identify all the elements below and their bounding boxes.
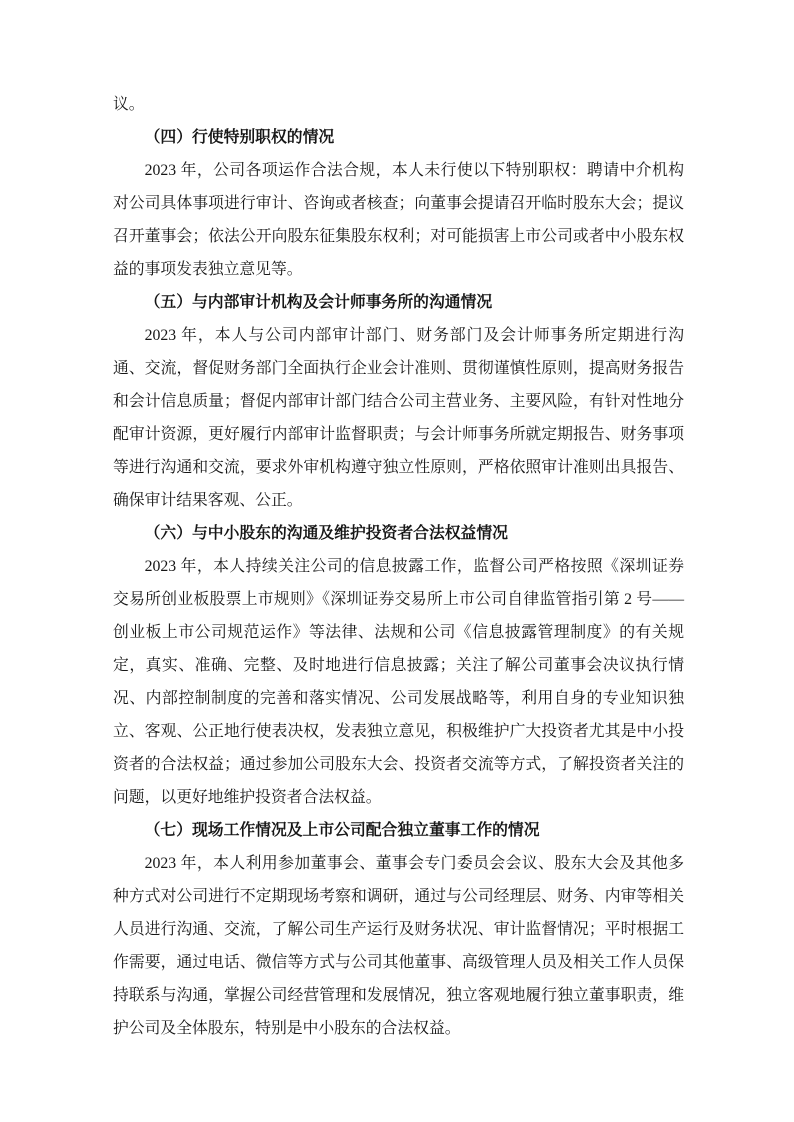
section-paragraph-5: 2023 年，本人与公司内部审计部门、财务部门及会计师事务所定期进行沟通、交流，督促财务部门全面执行企业会计准则、贯彻谨慎性原则，提高财务报告和会计信息质量；督促内部审计部门结合公司主营业务、主要风险，有针对性地分配审计资源，更好履行内部审计监督职责；与会计师事务所就定期报告、财务事项等进行沟通和交流，要求外审机构遵守独立性原则，严格依照审计准则出具报告、确保审计结果客观、公正。 [113, 327, 684, 509]
document-body [113, 88, 684, 1045]
section-heading-6: （六）与中小股东的沟通及维护投资者合法权益情况 [144, 525, 508, 542]
section-paragraph-4: 2023 年，公司各项运作合法合规，本人未行使以下特别职权：聘请中介机构对公司具体事项进行审计、咨询或者核查；向董事会提请召开临时股东大会；提议召开董事会；依法公开向股东征集股东权利；对可能损害上市公司或者中小股东权益的事项发表独立意见等。 [113, 162, 684, 278]
continuation-line: 议。 [113, 96, 145, 113]
section-heading-5: （五）与内部审计机构及会计师事务所的沟通情况 [144, 294, 493, 311]
section-paragraph-6: 2023 年，本人持续关注公司的信息披露工作，监督公司严格按照《深圳证券交易所创业板股票上市规则》《深圳证券交易所上市公司自律监管指引第 2 号——创业板上市公司规范运作》等法律、法规和公司《信息披露管理制度》的有关规定，真实、准确、完整、及时地进行信息披露；关注了解公司董事会决议执行情况、内部控制制度的完善和落实情况、公司发展战略等，利用自身的专业知识独立、客观、公正地行使表决权，发表独立意见，积极维护广大投资者尤其是中小投资者的合法权益；通过参加公司股东大会、投资者交流等方式，了解投资者关注的问题，以更好地维护投资者合法权益。 [113, 558, 684, 806]
section-heading-7: （七）现场工作情况及上市公司配合独立董事工作的情况 [144, 822, 540, 839]
section-heading-4: （四）行使特别职权的情况 [144, 129, 335, 146]
section-paragraph-7: 2023 年，本人利用参加董事会、董事会专门委员会会议、股东大会及其他多种方式对公司进行不定期现场考察和调研，通过与公司经理层、财务、内审等相关人员进行沟通、交流，了解公司生产运行及财务状况、审计监督情况；平时根据工作需要，通过电话、微信等方式与公司其他董事、高级管理人员及相关工作人员保持联系与沟通，掌握公司经营管理和发展情况，独立客观地履行独立董事职责，维护公司及全体股东，特别是中小股东的合法权益。 [113, 855, 684, 1037]
